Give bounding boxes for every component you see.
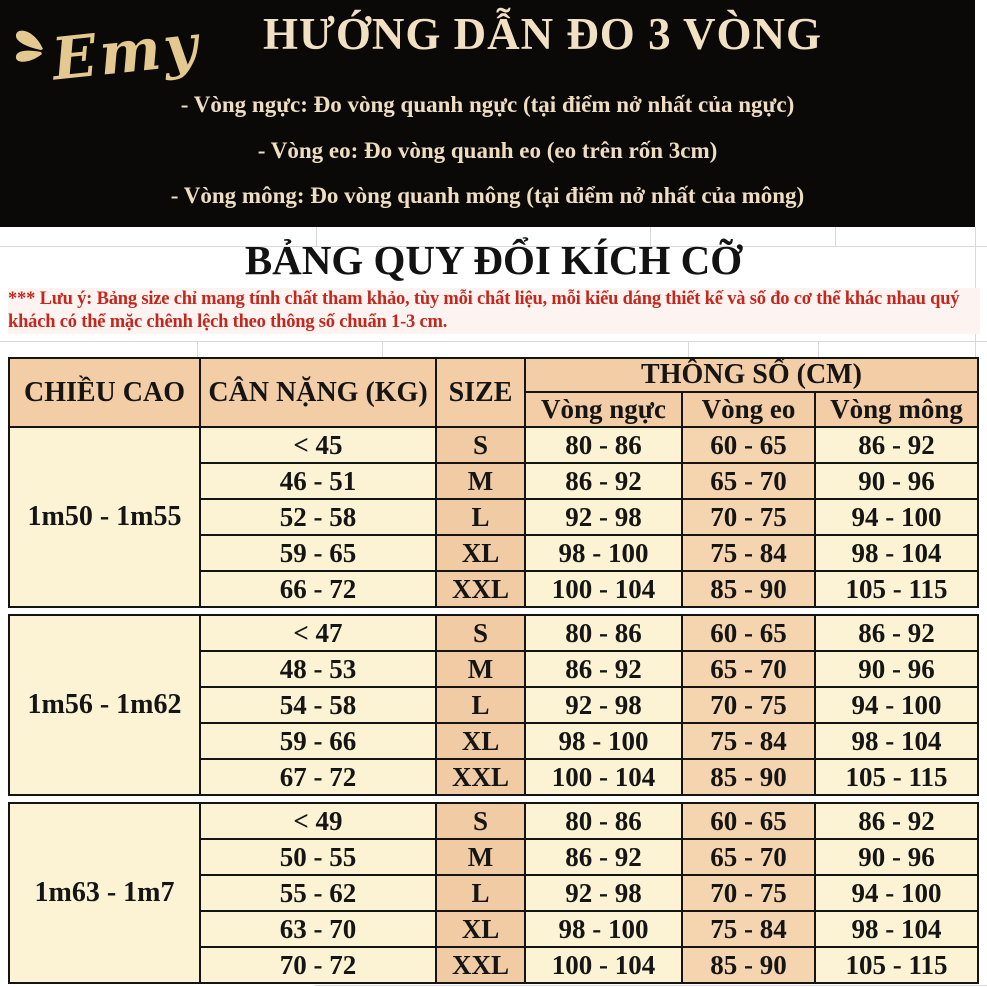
hip-cell: 86 - 92: [816, 428, 977, 462]
weight-cell: 63 - 70: [201, 912, 435, 946]
weight-cell: 50 - 55: [201, 840, 435, 874]
weight-cell: < 45: [201, 428, 435, 462]
gridline: [688, 341, 689, 357]
size-cell: XXL: [437, 572, 524, 606]
bust-cell: 86 - 92: [526, 840, 681, 874]
col-header-waist: Vòng eo: [683, 393, 814, 426]
size-cell: XL: [437, 724, 524, 758]
gridline: [382, 341, 383, 357]
size-cell: L: [437, 688, 524, 722]
size-cell: L: [437, 876, 524, 910]
hip-cell: 94 - 100: [816, 688, 977, 722]
bust-cell: 80 - 86: [526, 428, 681, 462]
size-cell: M: [437, 840, 524, 874]
bust-cell: 98 - 100: [526, 724, 681, 758]
weight-cell: 67 - 72: [201, 760, 435, 794]
gridline: [818, 341, 819, 357]
weight-cell: 66 - 72: [201, 572, 435, 606]
gridline: [315, 985, 987, 986]
hip-cell: 98 - 104: [816, 724, 977, 758]
weight-cell: 70 - 72: [201, 948, 435, 982]
weight-cell: 46 - 51: [201, 464, 435, 498]
waist-cell: 70 - 75: [683, 500, 814, 534]
weight-cell: 59 - 65: [201, 536, 435, 570]
size-chart-note: *** Lưu ý: Bảng size chỉ mang tính chất tham khảo, tùy mỗi chất liệu, mỗi kiểu dáng thiết kế và số đo cơ thể khác nhau quý khách có thể mặc chênh lệch theo thông số chuẩn 1-3 cm.: [8, 288, 980, 334]
bust-cell: 92 - 98: [526, 876, 681, 910]
hip-cell: 105 - 115: [816, 948, 977, 982]
size-cell: L: [437, 500, 524, 534]
weight-cell: 55 - 62: [201, 876, 435, 910]
gridline: [197, 341, 198, 357]
bust-cell: 92 - 98: [526, 688, 681, 722]
weight-cell: 48 - 53: [201, 652, 435, 686]
col-header-hip: Vòng mông: [816, 393, 977, 426]
bust-cell: 98 - 100: [526, 912, 681, 946]
hip-cell: 86 - 92: [816, 616, 977, 650]
waist-cell: 85 - 90: [683, 572, 814, 606]
waist-cell: 60 - 65: [683, 428, 814, 462]
bust-cell: 100 - 104: [526, 948, 681, 982]
size-cell: S: [437, 616, 524, 650]
waist-cell: 65 - 70: [683, 652, 814, 686]
size-table-group-3: [8, 802, 979, 984]
bust-cell: 86 - 92: [526, 464, 681, 498]
hip-cell: 98 - 104: [816, 912, 977, 946]
waist-cell: 60 - 65: [683, 616, 814, 650]
bust-cell: 100 - 104: [526, 760, 681, 794]
bust-cell: 100 - 104: [526, 572, 681, 606]
hip-cell: 90 - 96: [816, 464, 977, 498]
measure-guide-panel: [0, 0, 975, 227]
col-header-size: SIZE: [437, 359, 524, 426]
col-header-height: CHIỀU CAO: [10, 359, 199, 426]
col-header-specs: THÔNG SỐ (CM): [526, 359, 977, 391]
height-cell: 1m56 - 1m62: [10, 616, 199, 794]
col-header-weight: CÂN NẶNG (KG): [201, 359, 435, 426]
brand-logo-text: Emy: [48, 10, 204, 94]
size-cell: M: [437, 464, 524, 498]
size-table-group-1: [8, 357, 979, 608]
weight-cell: 59 - 66: [201, 724, 435, 758]
waist-cell: 85 - 90: [683, 760, 814, 794]
hip-cell: 98 - 104: [816, 536, 977, 570]
hip-cell: 94 - 100: [816, 876, 977, 910]
hip-cell: 94 - 100: [816, 500, 977, 534]
col-header-bust: Vòng ngực: [526, 393, 681, 426]
instruction-hip: - Vòng mông: Đo vòng quanh mông (tại điểm nở nhất của mông): [170, 183, 805, 208]
guide-title: HƯỚNG DẪN ĐO 3 VÒNG: [263, 9, 822, 59]
waist-cell: 70 - 75: [683, 688, 814, 722]
height-cell: 1m63 - 1m7: [10, 804, 199, 982]
bust-cell: 98 - 100: [526, 536, 681, 570]
waist-cell: 75 - 84: [683, 724, 814, 758]
size-cell: XXL: [437, 948, 524, 982]
bust-cell: 92 - 98: [526, 500, 681, 534]
weight-cell: 52 - 58: [201, 500, 435, 534]
waist-cell: 75 - 84: [683, 536, 814, 570]
bust-cell: 86 - 92: [526, 652, 681, 686]
bust-cell: 80 - 86: [526, 804, 681, 838]
butterfly-icon: [12, 26, 48, 68]
hip-cell: 90 - 96: [816, 840, 977, 874]
size-cell: XXL: [437, 760, 524, 794]
instruction-waist: - Vòng eo: Đo vòng quanh eo (eo trên rốn 3cm): [257, 138, 718, 163]
height-cell: 1m50 - 1m55: [10, 428, 199, 606]
hip-cell: 86 - 92: [816, 804, 977, 838]
size-table-group-2: [8, 614, 979, 796]
gridline: [0, 341, 987, 342]
bust-cell: 80 - 86: [526, 616, 681, 650]
size-chart-title: BẢNG QUY ĐỔI KÍCH CỠ: [244, 237, 743, 283]
waist-cell: 65 - 70: [683, 464, 814, 498]
size-cell: XL: [437, 536, 524, 570]
size-cell: M: [437, 652, 524, 686]
waist-cell: 75 - 84: [683, 912, 814, 946]
size-cell: S: [437, 804, 524, 838]
weight-cell: < 49: [201, 804, 435, 838]
weight-cell: < 47: [201, 616, 435, 650]
hip-cell: 90 - 96: [816, 652, 977, 686]
size-cell: S: [437, 428, 524, 462]
waist-cell: 65 - 70: [683, 840, 814, 874]
waist-cell: 60 - 65: [683, 804, 814, 838]
hip-cell: 105 - 115: [816, 760, 977, 794]
waist-cell: 70 - 75: [683, 876, 814, 910]
waist-cell: 85 - 90: [683, 948, 814, 982]
weight-cell: 54 - 58: [201, 688, 435, 722]
hip-cell: 105 - 115: [816, 572, 977, 606]
size-cell: XL: [437, 912, 524, 946]
instruction-bust: - Vòng ngực: Đo vòng quanh ngực (tại điểm nở nhất của ngực): [180, 92, 795, 117]
